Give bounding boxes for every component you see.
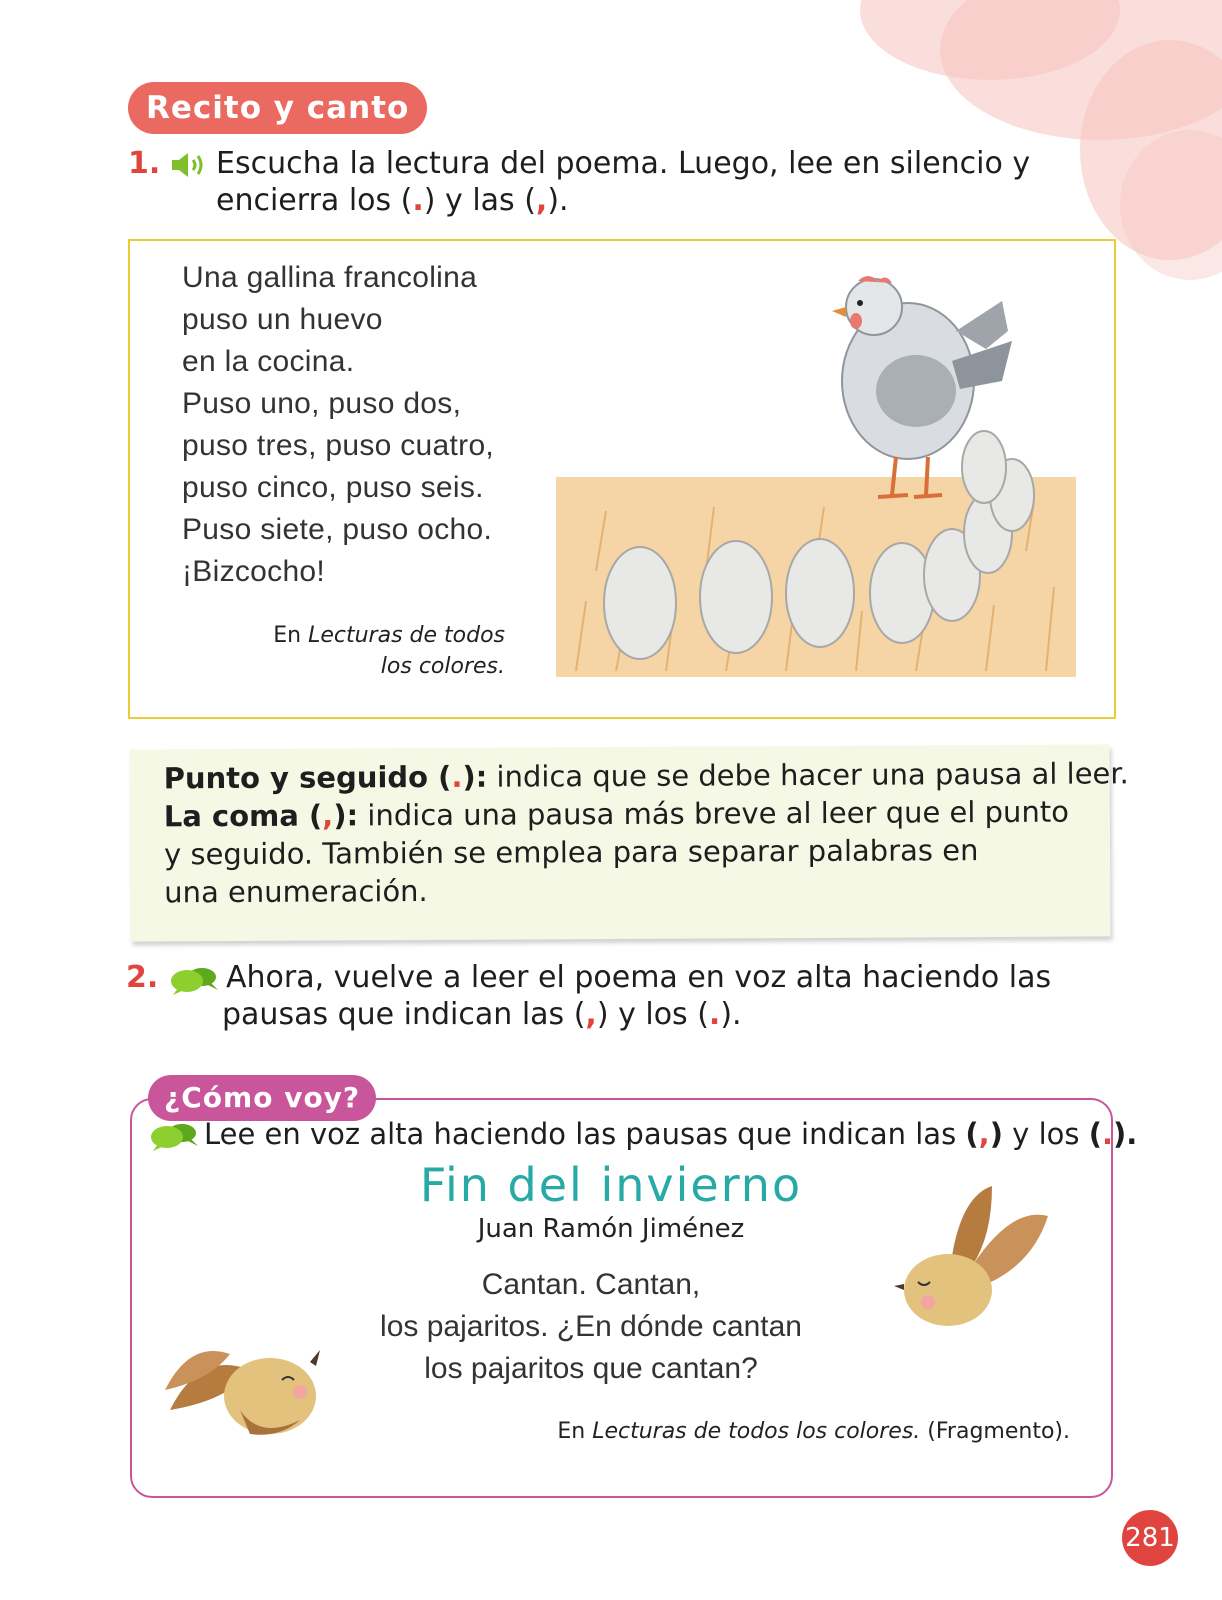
verse-line: los pajaritos. ¿En dónde cantan: [380, 1310, 802, 1343]
section-label: Recito y canto: [128, 82, 427, 134]
fragment-source: En Lecturas de todos los colores. (Fragmento).: [557, 1419, 1070, 1444]
poem-line: puso cinco, puso seis.: [182, 471, 484, 504]
poem-title: Fin del invierno: [419, 1158, 803, 1212]
note-line-1: Punto y seguido (.): indica que se debe hacer una pausa al leer.: [163, 756, 1129, 796]
question-1-line-1: Escucha la lectura del poema. Luego, lee en silencio y: [216, 146, 1031, 181]
poem-line: Puso uno, puso dos,: [182, 387, 462, 420]
note-line-3: y seguido. También se emplea para separar palabras en: [163, 833, 979, 872]
hen-with-eggs-illustration: [556, 271, 1086, 683]
definition-note: [130, 744, 1129, 941]
speech-bubbles-icon: [150, 1122, 200, 1152]
poem-line: puso tres, puso cuatro,: [182, 429, 495, 462]
poem-source-line-2: los colores.: [380, 654, 505, 679]
question-2-line-1: Ahora, vuelve a leer el poema en voz alta haciendo las: [226, 960, 1052, 995]
poem-source: En Lecturas de todos: [273, 623, 505, 648]
question-number-1: 1.: [128, 146, 161, 181]
poem-box: [128, 239, 1116, 719]
poem-line: puso un huevo: [182, 303, 383, 336]
poem-line: ¡Bizcocho!: [182, 555, 326, 588]
page-number: 281: [1122, 1510, 1178, 1566]
bird-illustration: [160, 1330, 326, 1450]
speech-bubbles-icon: [170, 966, 220, 996]
poem-line: Puso siete, puso ocho.: [182, 513, 493, 546]
question-1-line-2: encierra los (.) y las (,).: [216, 183, 569, 218]
bird-illustration: [892, 1186, 1052, 1336]
speaker-icon[interactable]: [170, 150, 208, 180]
poem-author: Juan Ramón Jiménez: [477, 1214, 745, 1244]
como-voy-instruction: Lee en voz alta haciendo las pausas que indican las (,) y los (.).: [204, 1117, 1138, 1151]
verse-line: Cantan. Cantan,: [481, 1268, 701, 1301]
note-line-4: una enumeración.: [164, 874, 428, 910]
question-number-2: 2.: [126, 960, 159, 995]
poem-line: en la cocina.: [182, 345, 355, 378]
note-line-2: La coma (,): indica una pausa más breve al leer que el punto: [163, 794, 1069, 834]
como-voy-label: ¿Cómo voy?: [148, 1075, 376, 1121]
poem-line: Una gallina francolina: [182, 261, 478, 294]
question-2-line-2: pausas que indican las (,) y los (.).: [222, 997, 742, 1032]
verse-line: los pajaritos que cantan?: [424, 1352, 758, 1385]
